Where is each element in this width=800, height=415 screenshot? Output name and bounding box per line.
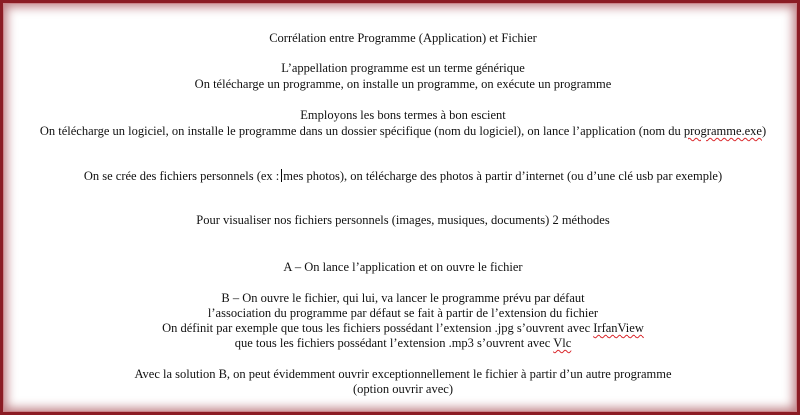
spellcheck-irfanview: IrfanView [593, 321, 644, 335]
document-title: Corrélation entre Programme (Application) et Fichier [269, 31, 537, 45]
method-a-line: A – On lance l’application et on ouvre le fichier [283, 260, 523, 274]
spellcheck-vlc: Vlc [553, 336, 572, 350]
terms-line-2 [3, 124, 800, 138]
method-b-line-3 [3, 321, 800, 335]
files-line-start: On se crée des fichiers personnels (ex : [83, 169, 280, 183]
method-b-line-1: B – On ouvre le fichier, qui lui, va lancer le programme prévu par défaut [221, 291, 585, 305]
solution-b-line-2: (option ouvrir avec) [353, 382, 453, 396]
terms-line-1: Employons les bons termes à bon escient [300, 108, 506, 122]
method-b-line-2: l’association du programme par défaut se fait à partir de l’extension du fichier [207, 306, 599, 320]
files-line [3, 169, 800, 183]
methods-line: Pour visualiser nos fichiers personnels (images, musiques, documents) 2 méthodes [196, 213, 610, 227]
terms-line-2-end: ) [761, 124, 767, 138]
intro-line-1: L’appellation programme est un terme générique [281, 61, 525, 75]
method-b-line-3-text: On définit par exemple que tous les fichiers possédant l’extension .jpg s’ouvrent avec [162, 321, 594, 335]
solution-b-line-1: Avec la solution B, on peut évidemment ouvrir exceptionnellement le fichier à partir d’un autre programme [134, 367, 672, 381]
method-b-line-4-text: que tous les fichiers possédant l’extension .mp3 s’ouvrent avec [234, 336, 554, 350]
files-line-end: mes photos), on télécharge des photos à partir d’internet (ou d’une clé usb par exemple) [283, 169, 723, 183]
spellcheck-programme-exe: programme.exe [683, 124, 762, 138]
terms-line-2-text: On télécharge un logiciel, on installe le programme dans un dossier spécifique (nom du logiciel), on lance l’application (nom du [39, 124, 684, 138]
intro-line-2: On télécharge un programme, on installe un programme, on exécute un programme [194, 77, 612, 91]
method-b-line-4 [3, 336, 800, 350]
